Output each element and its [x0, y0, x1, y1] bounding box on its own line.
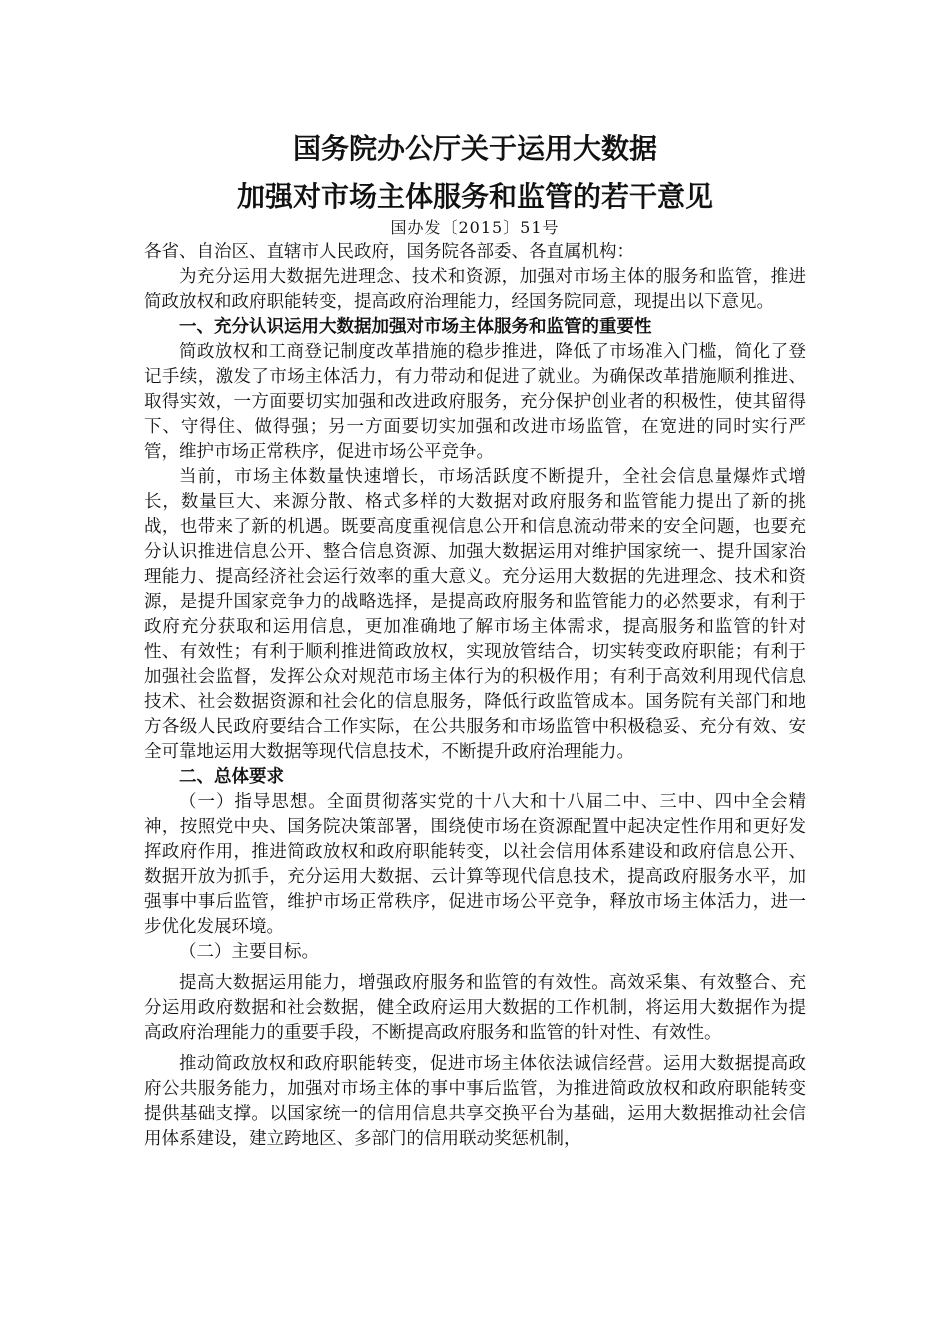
document-title-line2: 加强对市场主体服务和监管的若干意见	[236, 180, 713, 213]
section1-heading: 一、充分认识运用大数据加强对市场主体服务和监管的重要性	[179, 317, 652, 337]
section2-paragraph-4: 推动简政放权和政府职能转变，促进市场主体依法诚信经营。运用大数据提高政府公共服务能力，加强对市场主体的事中事后监管，为推进简政放权和政府职能转变提供基础支撑。以国家统一的信用信息共享交换平台为基础，运用大数据推动社会信用体系建设，建立跨地区、多部门的信用联动奖惩机制，	[144, 1054, 806, 1149]
document-title-line1: 国务院办公厅关于运用大数据	[292, 132, 657, 165]
section1-paragraph-2: 当前，市场主体数量快速增长，市场活跃度不断提升，全社会信息量爆炸式增长，数量巨大、来源分散、格式多样的大数据对政府服务和监管能力提出了新的挑战，也带来了新的机遇。既要高度重视信息公开和信息流动带来的安全问题，也要充分认识推进信息公开、整合信息资源、加强大数据运用对维护国家统一、提升国家治理能力、提高经济社会运行效率的重大意义。充分运用大数据的先进理念、技术和资源，是提升国家竞争力的战略选择，是提高政府服务和监管能力的必然要求，有利于政府充分获取和运用信息，更加准确地了解市场主体需求，提高服务和监管的针对性、有效性；有利于顺利推进简政放权，实现放管结合，切实转变政府职能；有利于加强社会监督，发挥公众对规范市场主体行为的积极作用；有利于高效利用现代信息技术、社会数据资源和社会化的信息服务，降低行政监管成本。国务院有关部门和地方各级人民政府要结合工作实际，在公共服务和市场监管中积极稳妥、充分有效、安全可靠地运用大数据等现代信息技术，不断提升政府治理能力。	[144, 467, 806, 762]
addressee: 各省、自治区、直辖市人民政府，国务院各部委、各直属机构：	[144, 242, 634, 262]
document-page	[144, 128, 806, 1152]
intro-paragraph: 为充分运用大数据先进理念、技术和资源，加强对市场主体的服务和监管，推进简政放权和政府职能转变，提高政府治理能力，经国务院同意，现提出以下意见。	[144, 267, 806, 312]
section2-heading: 二、总体要求	[179, 767, 284, 787]
section2-paragraph-2: （二）主要目标。	[179, 942, 319, 962]
section1-paragraph-1: 简政放权和工商登记制度改革措施的稳步推进，降低了市场准入门槛，简化了登记手续，激发了市场主体活力，有力带动和促进了就业。为确保改革措施顺利推进、取得实效，一方面要切实加强和改进政府服务，充分保护创业者的积极性，使其留得下、守得住、做得强；另一方面要切实加强和改进市场监管，在宽进的同时实行严管，维护市场正常秩序，促进市场公平竞争。	[144, 342, 806, 462]
document-number: 国办发〔2015〕51号	[390, 218, 560, 237]
section2-paragraph-3: 提高大数据运用能力，增强政府服务和监管的有效性。高效采集、有效整合、充分运用政府数据和社会数据，健全政府运用大数据的工作机制，将运用大数据作为提高政府治理能力的重要手段，不断提高政府服务和监管的针对性、有效性。	[144, 973, 806, 1043]
section2-paragraph-1: （一）指导思想。全面贯彻落实党的十八大和十八届二中、三中、四中全会精神，按照党中央、国务院决策部署，围绕使市场在资源配置中起决定性作用和更好发挥政府作用，推进简政放权和政府职能转变，以社会信用体系建设和政府信息公开、数据开放为抓手，充分运用大数据、云计算等现代信息技术，提高政府服务水平，加强事中事后监管，维护市场正常秩序，促进市场公平竞争，释放市场主体活力，进一步优化发展环境。	[144, 792, 806, 937]
